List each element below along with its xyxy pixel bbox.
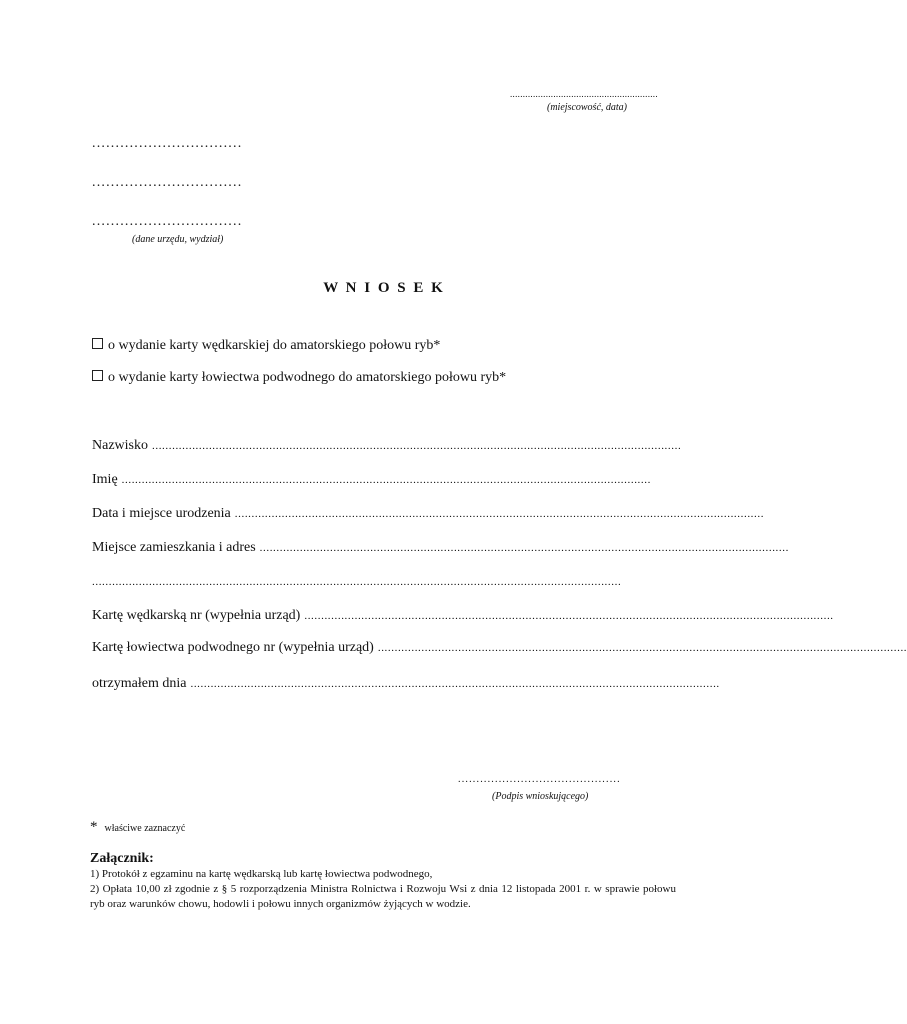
birth-input[interactable]: .............................................................................................................................................................. [234, 508, 765, 520]
field-first-name: Imię .............................................................................................................................................................. [92, 472, 674, 488]
field-received-date: otrzymałem dnia .............................................................................................................................................................. [92, 676, 720, 691]
office-line-2[interactable]: ................................ [92, 175, 243, 190]
place-date-line[interactable]: .......................................................... [510, 89, 658, 99]
field-birth: Data i miejsce urodzenia .............................................................................................................................................................. [92, 506, 765, 521]
office-caption: (dane urzędu, wydział) [132, 234, 224, 245]
option-underwater-card[interactable]: o wydanie karty łowiectwa podwodnego do amatorskiego połowu ryb* [92, 370, 506, 386]
checkbox-icon[interactable] [92, 338, 103, 349]
received-date-input[interactable]: .............................................................................................................................................................. [190, 678, 720, 690]
surname-input[interactable]: .............................................................................................................................................................. [152, 440, 682, 452]
attachment-item: 2) Opłata 10,00 zł zgodnie z § 5 rozporządzenia Ministra Rolnictwa i Rozwoju Wsi z dnia 12 listopada 2001 r. w sprawie połowu ryb oraz warunków chowu, hodowli i połowu innych organizmów żyjących w wodzie. [90, 883, 676, 910]
footnote: * właściwe zaznaczyć [90, 819, 186, 835]
field-address: Miejsce zamieszkania i adres .............................................................................................................................................................. [92, 540, 789, 555]
fishing-card-no-input[interactable]: .............................................................................................................................................................. [304, 610, 834, 622]
field-surname: Nazwisko .............................................................................................................................................................. [92, 438, 682, 453]
signature-line[interactable]: ............................................ [458, 774, 621, 785]
checkbox-icon[interactable] [92, 370, 103, 381]
office-line-1[interactable]: ................................ [92, 136, 243, 151]
underwater-card-no-input[interactable]: .............................................................................................................................................................. [377, 642, 907, 654]
field-fishing-card-no: Kartę wędkarską nr (wypełnia urząd) .............................................................................................................................................................. [92, 608, 834, 623]
signature-caption: (Podpis wnioskującego) [492, 791, 589, 802]
option-fishing-card[interactable]: o wydanie karty wędkarskiej do amatorskiego połowu ryb* [92, 338, 440, 354]
first-name-input[interactable]: .............................................................................................................................................................. [121, 474, 651, 486]
address-input[interactable]: .............................................................................................................................................................. [259, 542, 789, 554]
attachment-item: 1) Protokół z egzaminu na kartę wędkarską lub kartę łowiectwa podwodnego, [90, 868, 433, 880]
office-line-3[interactable]: ................................ [92, 214, 243, 229]
field-address-cont [92, 574, 674, 590]
address-input-2[interactable]: .............................................................................................................................................................. [92, 576, 622, 588]
place-date-caption: (miejscowość, data) [547, 102, 627, 113]
page-title: W N I O S E K [323, 280, 445, 296]
attachments-heading: Załącznik: [90, 851, 154, 866]
field-underwater-card-no: Kartę łowiectwa podwodnego nr (wypełnia urząd) .............................................................................................................................................................. [92, 640, 907, 655]
